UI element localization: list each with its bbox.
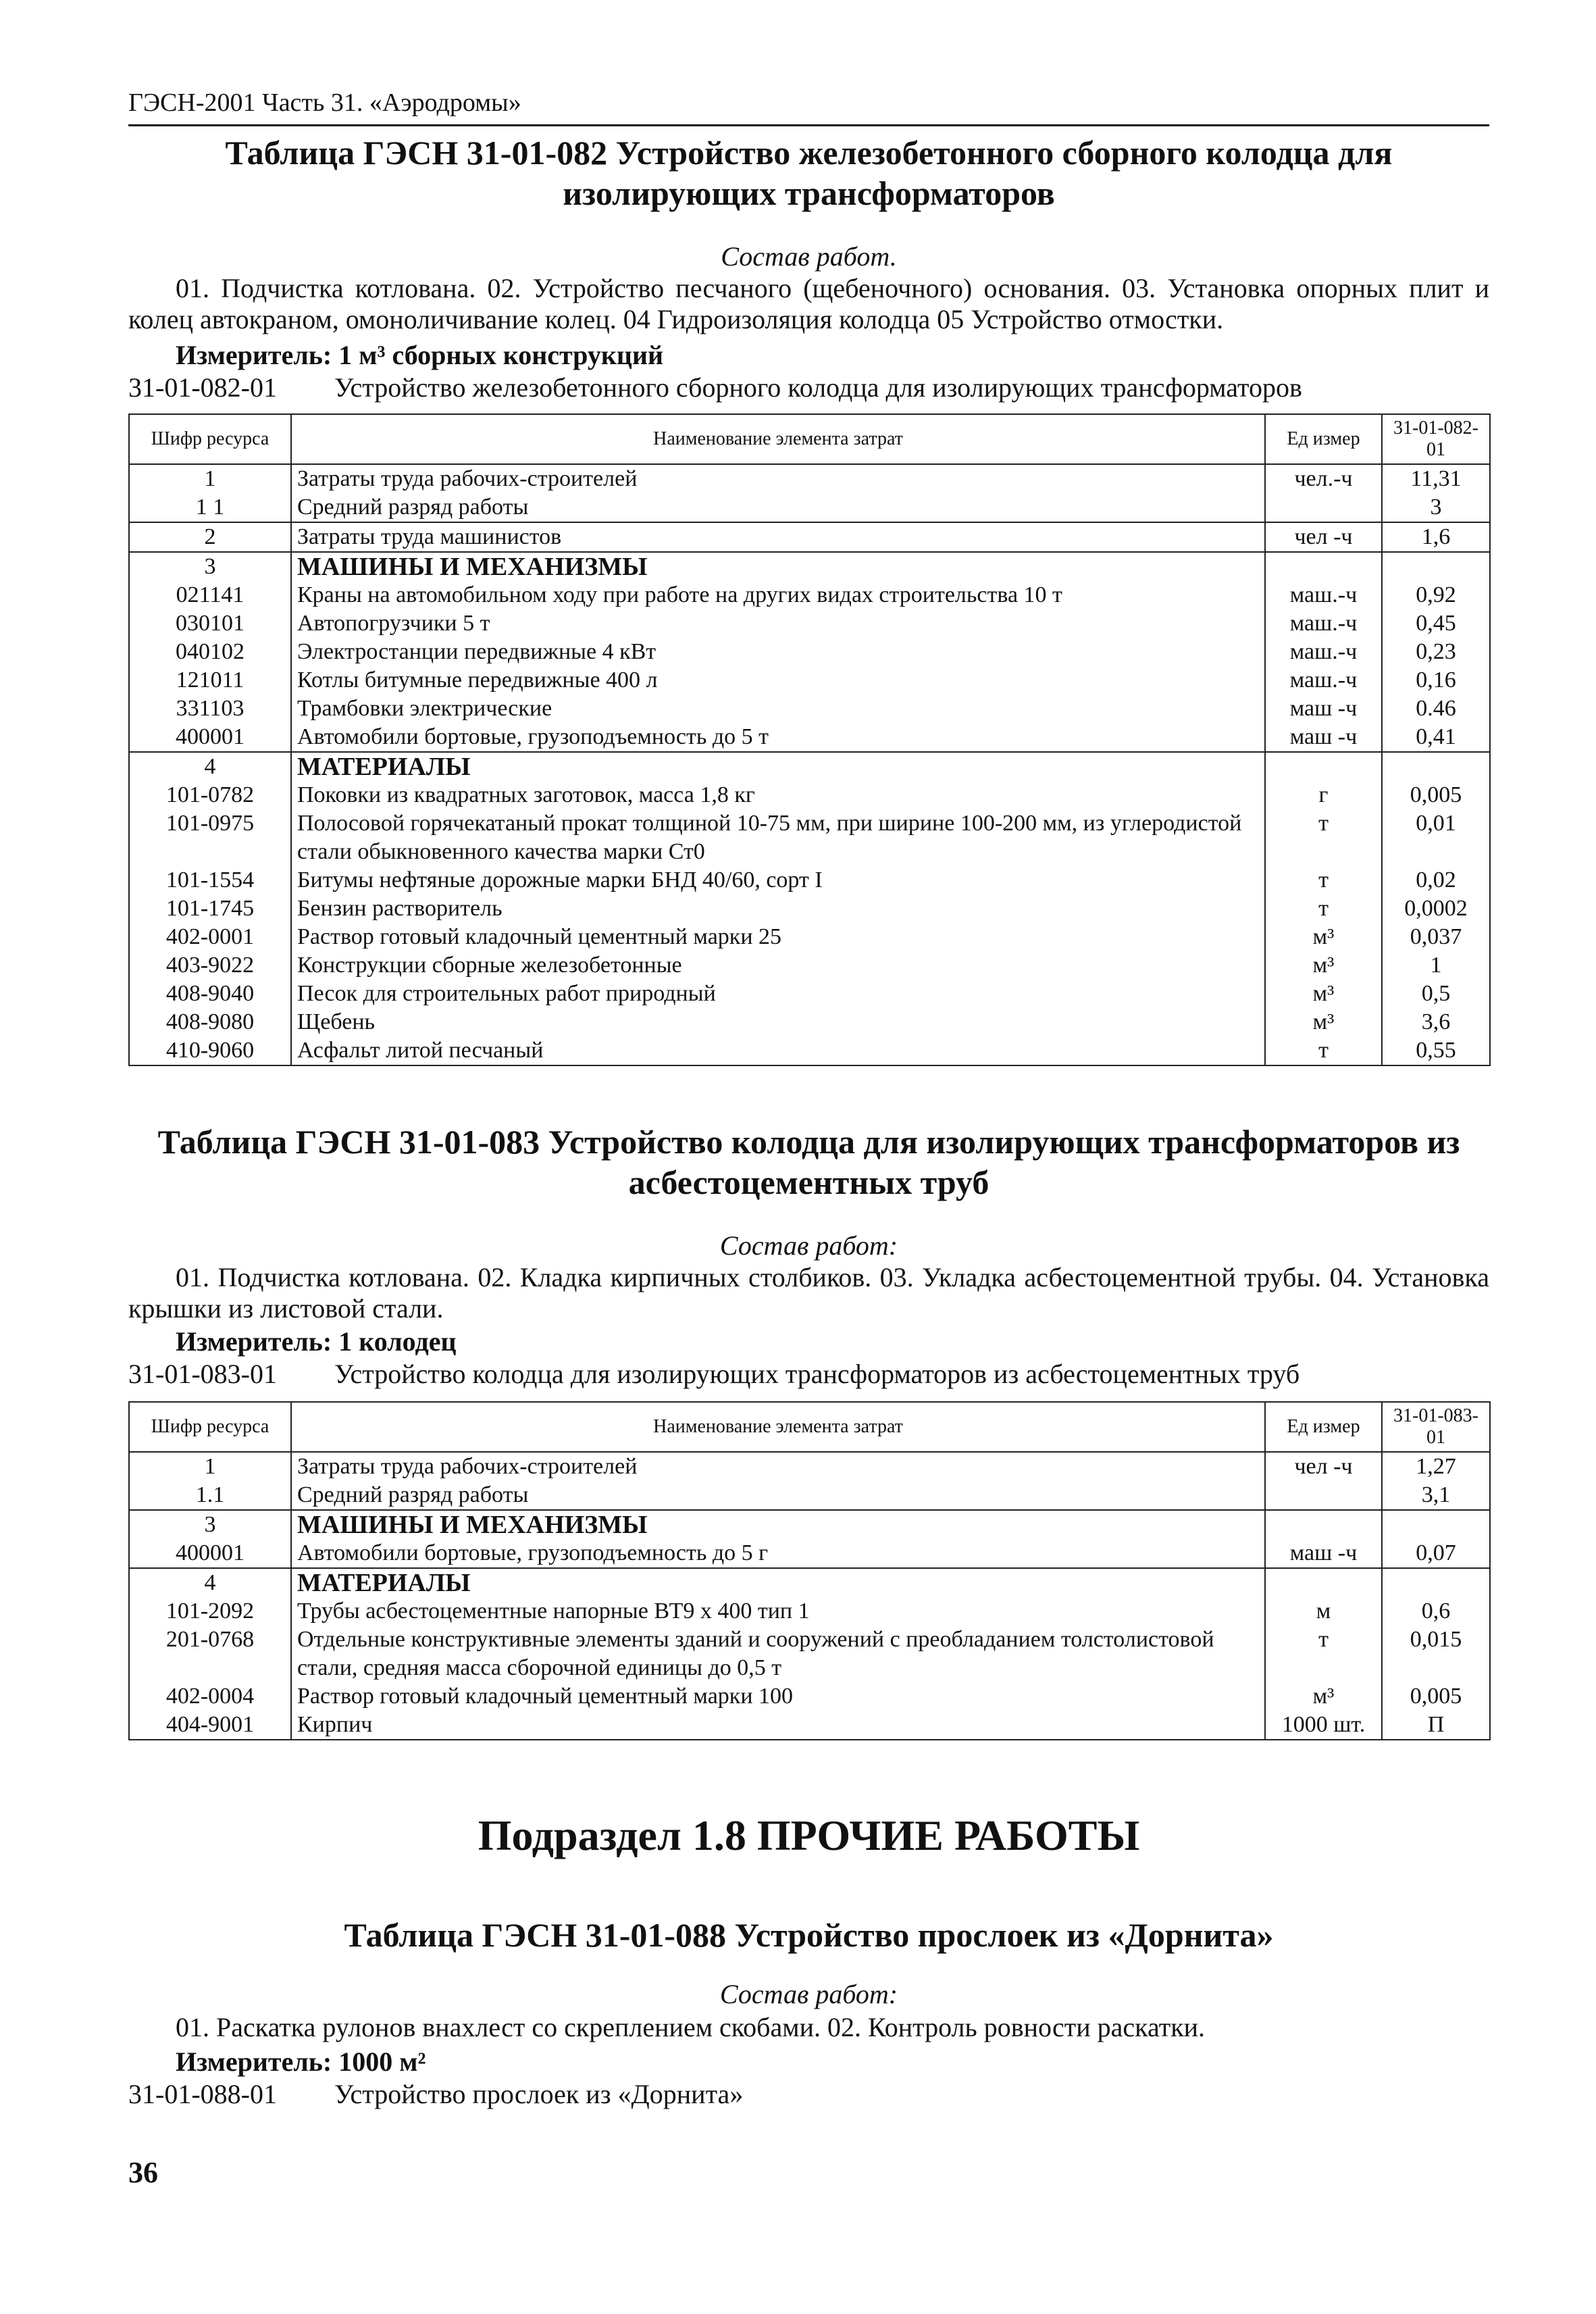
table-row bbox=[129, 895, 1490, 923]
cell-unit: маш.-ч bbox=[1265, 581, 1382, 609]
cell-unit: маш.-ч bbox=[1265, 609, 1382, 638]
table-88-works: 01. Раскатка рулонов внахлест со скреплением скобами. 02. Контроль ровности раскатки. bbox=[176, 2012, 1206, 2042]
col-code-header: Шифр ресурса bbox=[129, 1402, 291, 1452]
cell-name: МАТЕРИАЛЫ bbox=[291, 752, 1265, 781]
table-row bbox=[129, 609, 1490, 638]
cell-name: Краны на автомобильном ходу при работе на других видах строительства 10 т bbox=[291, 581, 1265, 609]
cell-name: Автомобили бортовые, грузоподъемность до 5 г bbox=[291, 1539, 1265, 1568]
table-row bbox=[129, 552, 1490, 581]
cell-name: Конструкции сборные железобетонные bbox=[291, 951, 1265, 980]
cell-value: 0,02 bbox=[1382, 866, 1490, 895]
table-row bbox=[129, 1481, 1490, 1510]
cell-value: 0,037 bbox=[1382, 923, 1490, 951]
cell-unit: чел -ч bbox=[1265, 1452, 1382, 1481]
cell-value: 1,27 bbox=[1382, 1452, 1490, 1481]
cell-unit: м³ bbox=[1265, 923, 1382, 951]
cell-code: 1 bbox=[129, 464, 291, 493]
cell-unit bbox=[1265, 493, 1382, 522]
cell-value: 3,1 bbox=[1382, 1481, 1490, 1510]
cell-code: 201-0768 bbox=[129, 1626, 291, 1682]
cell-unit bbox=[1265, 1568, 1382, 1597]
cell-value: 0.46 bbox=[1382, 695, 1490, 723]
cell-name: Автомобили бортовые, грузоподъемность до 5 т bbox=[291, 723, 1265, 752]
table-row bbox=[129, 1626, 1490, 1682]
cell-name: Песок для строительных работ природный bbox=[291, 980, 1265, 1008]
cell-value: 0,01 bbox=[1382, 809, 1490, 866]
table-88-title: Таблица ГЭСН 31-01-088 Устройство прослоек из «Дорнита» bbox=[344, 1916, 1274, 1954]
table-82-composition-heading: Состав работ. bbox=[721, 241, 897, 272]
cell-name: Отдельные конструктивные элементы зданий и сооружений с преобладанием толстолистовой стали, средняя масса сборочной единицы до 0,5 т bbox=[291, 1626, 1265, 1682]
cell-code: 101-2092 bbox=[129, 1597, 291, 1626]
cell-code: 3 bbox=[129, 552, 291, 581]
col-value-header: 31-01-083-01 bbox=[1382, 1402, 1490, 1452]
cell-code: 101-0782 bbox=[129, 781, 291, 809]
table-83-resources bbox=[128, 1401, 1491, 1740]
cell-code: 403-9022 bbox=[129, 951, 291, 980]
cell-value: 1 bbox=[1382, 951, 1490, 980]
cell-value bbox=[1382, 1510, 1490, 1539]
cell-code: 021141 bbox=[129, 581, 291, 609]
cell-name: Бензин растворитель bbox=[291, 895, 1265, 923]
cell-unit: 1000 шт. bbox=[1265, 1711, 1382, 1740]
cell-unit: т bbox=[1265, 1626, 1382, 1682]
table-83-title: Таблица ГЭСН 31-01-083 Устройство колодца для изолирующих трансформаторов из асбестоцементных труб bbox=[157, 1123, 1460, 1201]
table-row bbox=[129, 581, 1490, 609]
col-unit-header: Ед измер bbox=[1265, 1402, 1382, 1452]
table-row bbox=[129, 866, 1490, 895]
cell-unit bbox=[1265, 552, 1382, 581]
cell-unit: маш -ч bbox=[1265, 723, 1382, 752]
cell-unit: т bbox=[1265, 1036, 1382, 1065]
cell-code: 1.1 bbox=[129, 1481, 291, 1510]
table-row bbox=[129, 752, 1490, 781]
cell-code: 410-9060 bbox=[129, 1036, 291, 1065]
cell-code: 402-0001 bbox=[129, 923, 291, 951]
cell-name: Асфальт литой песчаный bbox=[291, 1036, 1265, 1065]
table-83-code-desc: Устройство колодца для изолирующих трансформаторов из асбестоцементных труб bbox=[334, 1359, 1300, 1389]
header-rule bbox=[128, 124, 1489, 126]
cell-code: 4 bbox=[129, 752, 291, 781]
cell-value: 0,45 bbox=[1382, 609, 1490, 638]
cell-code: 400001 bbox=[129, 723, 291, 752]
table-row bbox=[129, 1008, 1490, 1036]
table-row bbox=[129, 1597, 1490, 1626]
col-value-header: 31-01-082-01 bbox=[1382, 414, 1490, 464]
cell-name: Электростанции передвижные 4 кВт bbox=[291, 638, 1265, 666]
table-82-code-line bbox=[128, 372, 1302, 403]
cell-name: Затраты труда рабочих-строителей bbox=[291, 464, 1265, 493]
cell-code: 400001 bbox=[129, 1539, 291, 1568]
cell-value bbox=[1382, 552, 1490, 581]
table-row bbox=[129, 781, 1490, 809]
cell-code: 2 bbox=[129, 522, 291, 552]
cell-code: 408-9080 bbox=[129, 1008, 291, 1036]
cell-code: 4 bbox=[129, 1568, 291, 1597]
table-row bbox=[129, 464, 1490, 493]
cell-code: 408-9040 bbox=[129, 980, 291, 1008]
table-row bbox=[129, 1510, 1490, 1539]
table-88-measure: Измеритель: 1000 м² bbox=[176, 2046, 426, 2077]
cell-name: Раствор готовый кладочный цементный марки 25 bbox=[291, 923, 1265, 951]
col-unit-header: Ед измер bbox=[1265, 414, 1382, 464]
cell-code: 101-0975 bbox=[129, 809, 291, 866]
table-row bbox=[129, 980, 1490, 1008]
running-header: ГЭСН-2001 Часть 31. «Аэродромы» bbox=[128, 89, 521, 117]
cell-unit: т bbox=[1265, 866, 1382, 895]
cell-name: Щебень bbox=[291, 1008, 1265, 1036]
cell-name: Поковки из квадратных заготовок, масса 1,8 кг bbox=[291, 781, 1265, 809]
cell-value: 0,92 bbox=[1382, 581, 1490, 609]
cell-code: 101-1554 bbox=[129, 866, 291, 895]
cell-code: 1 1 bbox=[129, 493, 291, 522]
cell-value: 0,015 bbox=[1382, 1626, 1490, 1682]
cell-code: 3 bbox=[129, 1510, 291, 1539]
table-row bbox=[129, 1452, 1490, 1481]
cell-name: Котлы битумные передвижные 400 л bbox=[291, 666, 1265, 695]
cell-name: МАТЕРИАЛЫ bbox=[291, 1568, 1265, 1597]
table-82-works: 01. Подчистка котлована. 02. Устройство песчаного (щебеночного) основания. 03. Установка опорных плит и колец автокраном, омоноличивание колец. 04 Гидроизоляция колодца 05 Устройство отмостки. bbox=[128, 273, 1489, 334]
cell-unit: чел -ч bbox=[1265, 522, 1382, 552]
table-88-code-desc: Устройство прослоек из «Дорнита» bbox=[334, 2079, 744, 2109]
cell-unit: т bbox=[1265, 895, 1382, 923]
cell-name: МАШИНЫ И МЕХАНИЗМЫ bbox=[291, 552, 1265, 581]
cell-value: 0,41 bbox=[1382, 723, 1490, 752]
cell-value: 0,005 bbox=[1382, 1682, 1490, 1711]
cell-name: Трамбовки электрические bbox=[291, 695, 1265, 723]
cell-unit bbox=[1265, 1510, 1382, 1539]
cell-unit: т bbox=[1265, 809, 1382, 866]
cell-unit: м³ bbox=[1265, 1682, 1382, 1711]
table-82-title: Таблица ГЭСН 31-01-082 Устройство железобетонного сборного колодца для изолирующих трансформаторов bbox=[225, 134, 1393, 212]
cell-name: Трубы асбестоцементные напорные ВТ9 х 400 тип 1 bbox=[291, 1597, 1265, 1626]
table-88-code: 31-01-088-01 bbox=[128, 2079, 277, 2109]
table-row bbox=[129, 723, 1490, 752]
table-88-code-line bbox=[128, 2078, 743, 2110]
table-row bbox=[129, 695, 1490, 723]
table-row bbox=[129, 666, 1490, 695]
cell-value: 11,31 bbox=[1382, 464, 1490, 493]
cell-unit: г bbox=[1265, 781, 1382, 809]
cell-value: 0,0002 bbox=[1382, 895, 1490, 923]
table-83-works: 01. Подчистка котлована. 02. Кладка кирпичных столбиков. 03. Укладка асбестоцементной трубы. 04. Установка крышки из листовой стали. bbox=[128, 1262, 1489, 1324]
cell-value: 3,6 bbox=[1382, 1008, 1490, 1036]
cell-code: 030101 bbox=[129, 609, 291, 638]
table-row bbox=[129, 493, 1490, 522]
cell-unit bbox=[1265, 1481, 1382, 1510]
cell-unit: маш -ч bbox=[1265, 1539, 1382, 1568]
table-83-code: 31-01-083-01 bbox=[128, 1359, 277, 1389]
cell-unit: маш.-ч bbox=[1265, 666, 1382, 695]
cell-name: Полосовой горячекатаный прокат толщиной 10-75 мм, при ширине 100-200 мм, из углеродистой стали обыкновенного качества марки Ст0 bbox=[291, 809, 1265, 866]
cell-name: Затраты труда рабочих-строителей bbox=[291, 1452, 1265, 1481]
table-83-composition-heading: Состав работ: bbox=[719, 1230, 898, 1261]
cell-name: Средний разряд работы bbox=[291, 1481, 1265, 1510]
table-row bbox=[129, 951, 1490, 980]
cell-name: Битумы нефтяные дорожные марки БНД 40/60, сорт I bbox=[291, 866, 1265, 895]
table-row bbox=[129, 1539, 1490, 1568]
col-code-header: Шифр ресурса bbox=[129, 414, 291, 464]
table-row bbox=[129, 923, 1490, 951]
cell-value: 0,16 bbox=[1382, 666, 1490, 695]
cell-code: 1 bbox=[129, 1452, 291, 1481]
cell-unit: маш.-ч bbox=[1265, 638, 1382, 666]
cell-value: 1,6 bbox=[1382, 522, 1490, 552]
cell-value: 0,005 bbox=[1382, 781, 1490, 809]
cell-value bbox=[1382, 752, 1490, 781]
cell-name: Раствор готовый кладочный цементный марки 100 bbox=[291, 1682, 1265, 1711]
cell-value: 3 bbox=[1382, 493, 1490, 522]
table-82-code-desc: Устройство железобетонного сборного колодца для изолирующих трансформаторов bbox=[334, 372, 1302, 403]
table-row bbox=[129, 809, 1490, 866]
section-heading: Подраздел 1.8 ПРОЧИЕ РАБОТЫ bbox=[478, 1811, 1140, 1859]
cell-unit: м³ bbox=[1265, 1008, 1382, 1036]
table-83-header-row bbox=[129, 1402, 1490, 1452]
table-82-measure: Измеритель: 1 м³ сборных конструкций bbox=[176, 340, 664, 370]
page-number: 36 bbox=[128, 2156, 158, 2189]
cell-unit: м³ bbox=[1265, 980, 1382, 1008]
table-82-resources bbox=[128, 413, 1491, 1066]
cell-code: 101-1745 bbox=[129, 895, 291, 923]
table-row bbox=[129, 1711, 1490, 1740]
cell-value: 0,55 bbox=[1382, 1036, 1490, 1065]
cell-name: Средний разряд работы bbox=[291, 493, 1265, 522]
cell-name: Затраты труда машинистов bbox=[291, 522, 1265, 552]
table-82-header-row bbox=[129, 414, 1490, 464]
cell-name: Кирпич bbox=[291, 1711, 1265, 1740]
table-row bbox=[129, 638, 1490, 666]
cell-code: 402-0004 bbox=[129, 1682, 291, 1711]
cell-code: 040102 bbox=[129, 638, 291, 666]
cell-value bbox=[1382, 1568, 1490, 1597]
cell-value: П bbox=[1382, 1711, 1490, 1740]
table-row bbox=[129, 522, 1490, 552]
table-83-code-line bbox=[128, 1358, 1299, 1390]
table-83-measure: Измеритель: 1 колодец bbox=[176, 1326, 457, 1357]
table-row bbox=[129, 1682, 1490, 1711]
cell-value: 0,6 bbox=[1382, 1597, 1490, 1626]
col-name-header: Наименование элемента затрат bbox=[291, 1402, 1265, 1452]
cell-code: 404-9001 bbox=[129, 1711, 291, 1740]
cell-name: Автопогрузчики 5 т bbox=[291, 609, 1265, 638]
cell-unit: маш -ч bbox=[1265, 695, 1382, 723]
cell-unit: чел.-ч bbox=[1265, 464, 1382, 493]
cell-value: 0,23 bbox=[1382, 638, 1490, 666]
cell-value: 0,07 bbox=[1382, 1539, 1490, 1568]
cell-code: 331103 bbox=[129, 695, 291, 723]
col-name-header: Наименование элемента затрат bbox=[291, 414, 1265, 464]
cell-value: 0,5 bbox=[1382, 980, 1490, 1008]
table-88-composition-heading: Состав работ: bbox=[719, 1979, 898, 2009]
cell-unit: м³ bbox=[1265, 951, 1382, 980]
table-82-code: 31-01-082-01 bbox=[128, 372, 277, 403]
table-row bbox=[129, 1036, 1490, 1065]
cell-code: 121011 bbox=[129, 666, 291, 695]
cell-unit bbox=[1265, 752, 1382, 781]
cell-unit: м bbox=[1265, 1597, 1382, 1626]
table-row bbox=[129, 1568, 1490, 1597]
cell-name: МАШИНЫ И МЕХАНИЗМЫ bbox=[291, 1510, 1265, 1539]
